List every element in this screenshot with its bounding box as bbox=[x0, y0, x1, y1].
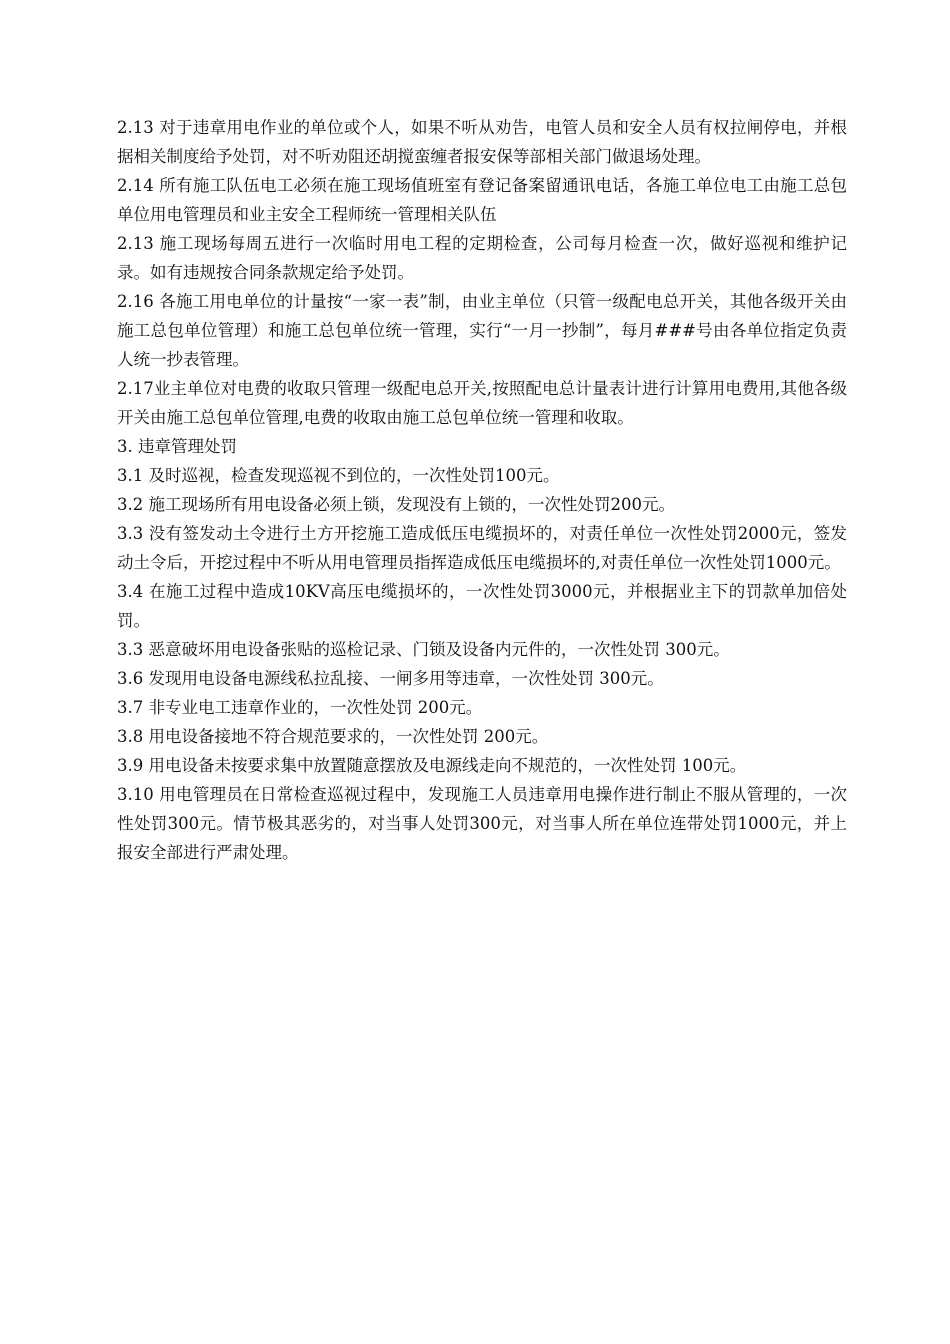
paragraph-3-1: 3.1 及时巡视，检查发现巡视不到位的，一次性处罚100元。 bbox=[117, 466, 560, 485]
paragraph-3-10: 3.10 用电管理员在日常检查巡视过程中，发现施工人员违章用电操作进行制止不服从管理的，一次性处罚300元。情节极其恶劣的，对当事人处罚300元，对当事人所在单位连带处罚1000元，并上报安全部进行严肃处理。 bbox=[117, 785, 847, 862]
paragraph-2-13-weekly-inspection: 2.13 施工现场每周五进行一次临时用电工程的定期检查，公司每月检查一次，做好巡视和维护记录。如有违规按合同条款规定给予处罚。 bbox=[117, 234, 847, 282]
paragraph-2-13-violation-power-cut: 2.13 对于违章用电作业的单位或个人，如果不听从劝告，电管人员和安全人员有权拉闸停电，并根据相关制度给予处罚，对不听劝阻还胡搅蛮缠者报安保等部相关部门做退场处理。 bbox=[117, 118, 847, 166]
paragraph-3-9: 3.9 用电设备未按要求集中放置随意摆放及电源线走向不规范的，一次性处罚 100元。 bbox=[117, 756, 747, 775]
document-body bbox=[117, 113, 847, 867]
paragraph-3-7: 3.7 非专业电工违章作业的，一次性处罚 200元。 bbox=[117, 698, 483, 717]
section-heading-violation-penalties: 3. 违章管理处罚 bbox=[117, 437, 237, 456]
paragraph-3-2: 3.2 施工现场所有用电设备必须上锁，发现没有上锁的，一次性处罚200元。 bbox=[117, 495, 675, 514]
paragraph-3-4-high-voltage: 3.4 在施工过程中造成10KV高压电缆损坏的，一次性处罚3000元，并根据业主下的罚款单加倍处罚。 bbox=[117, 582, 847, 630]
paragraph-2-14-electrician-registration: 2.14 所有施工队伍电工必须在施工现场值班室有登记备案留通讯电话，各施工单位电工由施工总包单位用电管理员和业主安全工程师统一管理相关队伍 bbox=[117, 176, 847, 224]
paragraph-3-6: 3.6 发现用电设备电源线私拉乱接、一闸多用等违章，一次性处罚 300元。 bbox=[117, 669, 664, 688]
paragraph-2-16-metering: 2.16 各施工用电单位的计量按“一家一表”制，由业主单位（只管一级配电总开关，其他各级开关由施工总包单位管理）和施工总包单位统一管理，实行“一月一抄制”，每月###号由各单位指定负责人统一抄表管理。 bbox=[117, 292, 847, 369]
paragraph-3-8: 3.8 用电设备接地不符合规范要求的，一次性处罚 200元。 bbox=[117, 727, 549, 746]
paragraph-3-3-vandalism: 3.3 恶意破坏用电设备张贴的巡检记录、门锁及设备内元件的，一次性处罚 300元。 bbox=[117, 640, 730, 659]
paragraph-3-3-excavation: 3.3 没有签发动土令进行土方开挖施工造成低压电缆损坏的，对责任单位一次性处罚2000元，签发动土令后，开挖过程中不听从用电管理员指挥造成低压电缆损坏的,对责任单位一次性处罚1000元。 bbox=[117, 524, 847, 572]
paragraph-2-17-electricity-fee: 2.17业主单位对电费的收取只管理一级配电总开关,按照配电总计量表计进行计算用电费用,其他各级开关由施工总包单位管理,电费的收取由施工总包单位统一管理和收取。 bbox=[117, 379, 847, 427]
